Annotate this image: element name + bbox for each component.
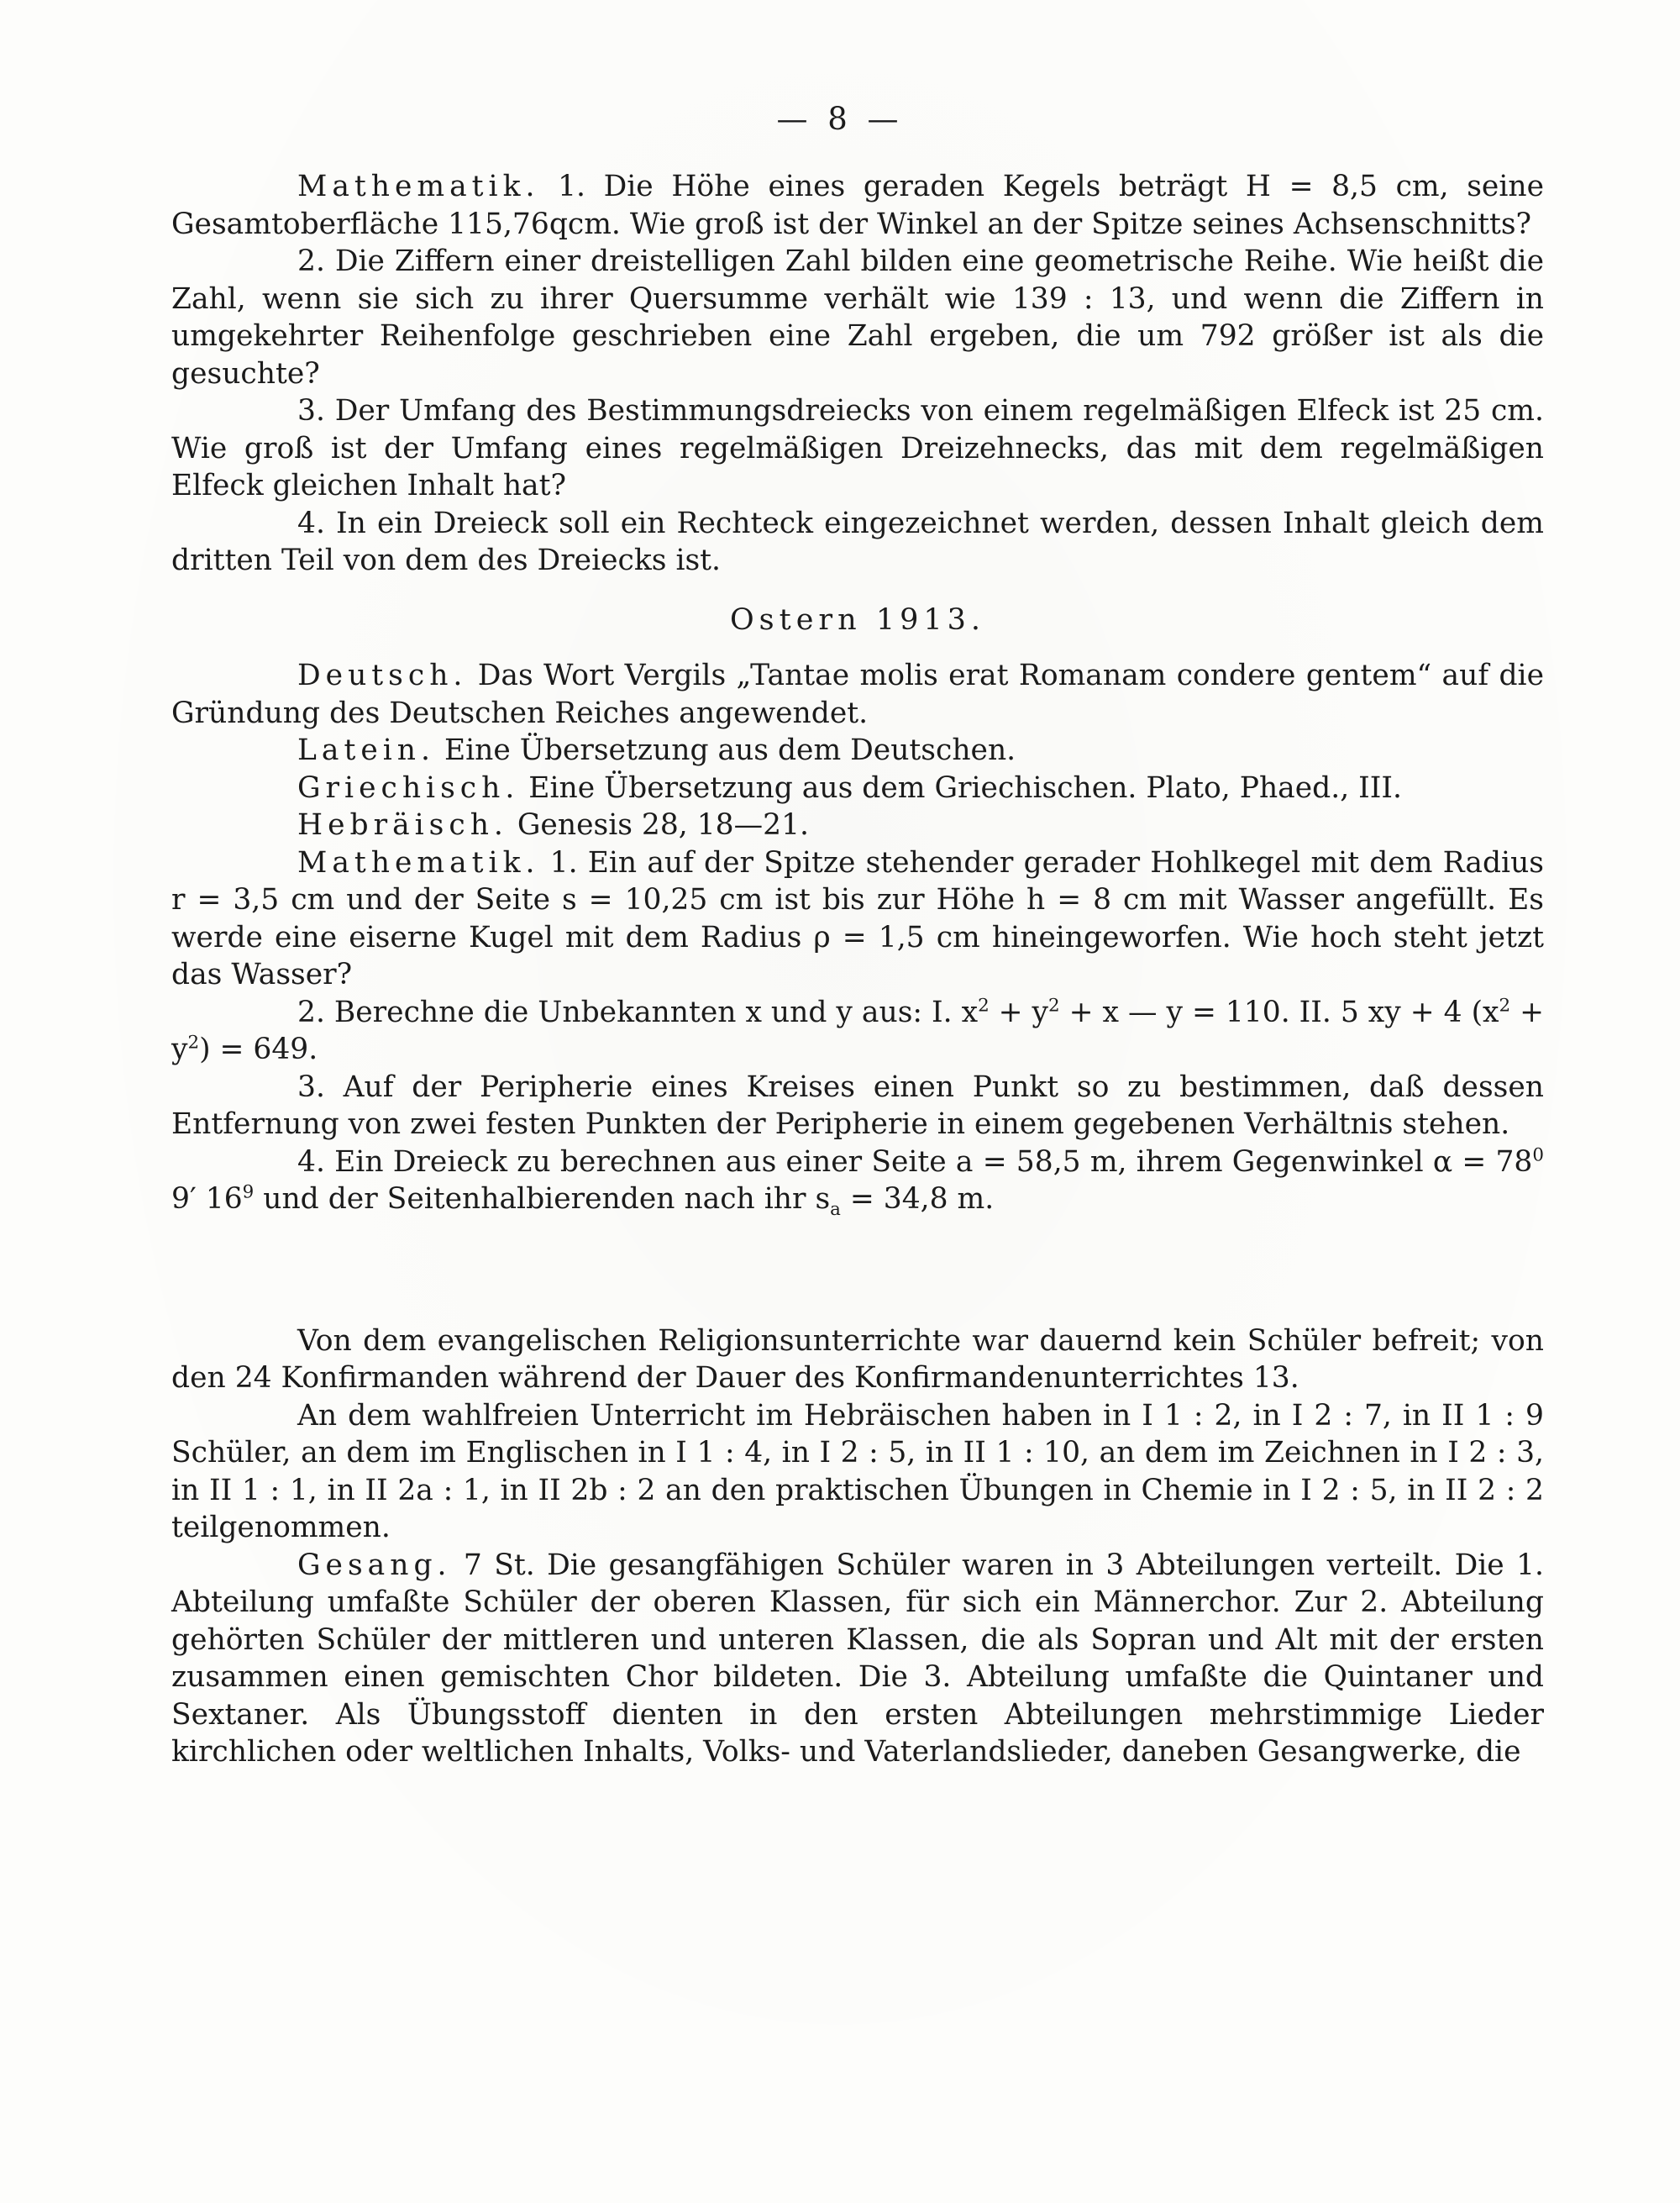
griechisch-topic: Griechisch. Eine Übersetzung aus dem Griechischen. Plato, Phaed., III. <box>297 770 1402 805</box>
math-problem-1: Mathematik. 1. Die Höhe eines geraden Kegels beträgt H = 8,5 cm, seine Gesamtoberfläche 115,76qcm. Wie groß ist der Winkel an der Spitze seines Achsenschnitts? <box>171 170 1545 241</box>
gesang-paragraph: Gesang. 7 St. Die gesangfähigen Schüler waren in 3 Abteilungen verteilt. Die 1. Abteilung umfaßte Schüler der oberen Klassen, für sich ein Männerchor. Zur 2. Abteilung gehörten Schüler der mittleren und unteren Klassen, die als Sopran und Alt mit der ersten zusammen einen gemischten Chor bildeten. Die 3. Abteilung umfaßte die Quintaner und Sextaner. Als Übungsstoff dienten in den ersten Abteilungen mehrstimmige Lieder kirchlichen oder weltlichen Inhalts, Volks- und Vaterlandslieder, daneben Gesangwerke, die <box>171 1548 1544 1769</box>
religion-paragraph: Von dem evangelischen Religionsunterrichte war dauernd kein Schüler befreit; von den 24 Konfirmanden während der Dauer des Konfirmandenunterrichtes 13. <box>171 1323 1544 1395</box>
latein-topic: Latein. Eine Übersetzung aus dem Deutschen. <box>297 733 1016 767</box>
math-1913-problem-1: Mathematik. 1. Ein auf der Spitze stehender gerader Hohlkegel mit dem Radius r = 3,5 cm und der Seite s = 10,25 cm ist bis zur Höhe h = 8 cm mit Wasser angefüllt. Es werde eine eiserne Kugel mit dem Radius ρ = 1,5 cm hineingeworfen. Wie hoch steht jetzt das Wasser? <box>171 845 1544 991</box>
math-1913-problem-4: 4. Ein Dreieck zu berechnen aus einer Seite a = 58,5 m, ihrem Gegenwinkel $\alpha = 78^0$ 9′ $16^9$ und der Seitenhalbierenden nach ihr $s_a = 34,8$ m. <box>171 1144 1544 1220</box>
math-problem-4: 4. In ein Dreieck soll ein Rechteck eingezeichnet werden, dessen Inhalt gleich dem dritten Teil von dem des Dreiecks ist. <box>171 506 1544 577</box>
math-1913-problem-3: 3. Auf der Peripherie eines Kreises einen Punkt so zu bestimmen, daß dessen Entfernung von zwei festen Punkten der Peripherie in einem gegebenen Verhältnis stehen. <box>171 1070 1544 1141</box>
section-heading-ostern-1913: Ostern 1913. <box>729 602 986 637</box>
subject-label: Mathematik. <box>297 170 540 203</box>
page-body <box>171 168 1544 1771</box>
hebraeisch-topic: Hebräisch. Genesis 28, 18—21. <box>297 808 809 842</box>
deutsch-topic: Deutsch. Das Wort Vergils „Tantae molis erat Romanam condere gentem“ auf die Gründung des Deutschen Reiches angewendet. <box>171 659 1545 730</box>
page-number: — 8 — <box>776 101 904 137</box>
math-1913-problem-2: 2. Berechne die Unbekannten x und y aus: I. $x^2 + y^2 + x$ — y = 110. II. 5 xy + 4 $(x^2 + y^2) = 649$. <box>171 995 1545 1066</box>
section-gap <box>171 1218 1544 1322</box>
math-problem-3: 3. Der Umfang des Bestimmungsdreiecks von einem regelmäßigen Elfeck ist 25 cm. Wie groß ist der Umfang eines regelmäßigen Dreizehnecks, das mit dem regelmäßigen Elfeck gleichen Inhalt hat? <box>171 394 1544 502</box>
math-problem-2: 2. Die Ziffern einer dreistelligen Zahl bilden eine geometrische Reihe. Wie heißt die Zahl, wenn sie sich zu ihrer Quersumme verhält wie 139 : 13, und wenn die Ziffern in umgekehrter Reihenfolge geschrieben eine Zahl ergeben, die um 792 größer ist als die gesuchte? <box>171 244 1544 391</box>
wahlfrei-paragraph: An dem wahlfreien Unterricht im Hebräischen haben in I 1 : 2, in I 2 : 7, in II 1 : 9 Schüler, an dem im Englischen in I 1 : 4, in I 2 : 5, in II 1 : 10, an dem im Zeichnen in I 2 : 3, in II 1 : 1, in II 2a : 1, in II 2b : 2 an den praktischen Übungen in Chemie in I 2 : 5, in II 2 : 2 teilgenommen. <box>171 1398 1544 1544</box>
